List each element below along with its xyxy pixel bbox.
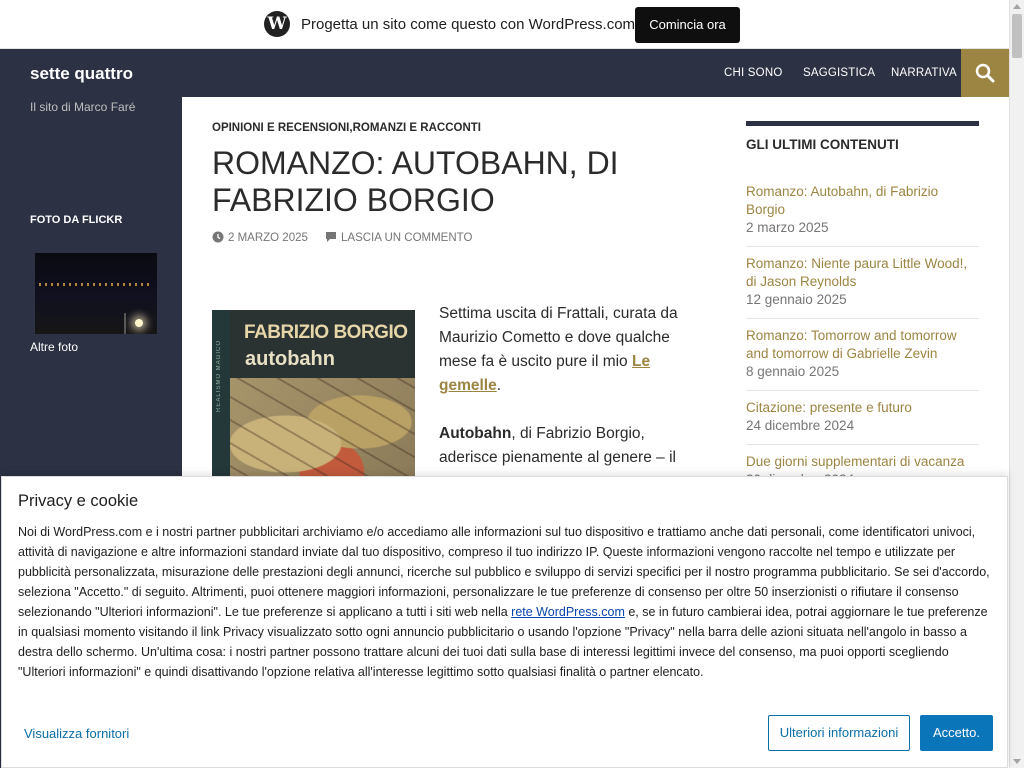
scrollbar-thumb[interactable] bbox=[1012, 14, 1022, 58]
widget-divider bbox=[746, 121, 979, 126]
flickr-widget-title: FOTO DA FLICKR bbox=[30, 214, 123, 226]
view-vendors-link[interactable]: Visualizza fornitori bbox=[24, 726, 130, 741]
recent-post-item bbox=[746, 255, 979, 319]
more-photos-link[interactable]: Altre foto bbox=[30, 340, 79, 354]
site-title[interactable]: sette quattro bbox=[30, 64, 133, 83]
paragraph-2-text: , di Fabrizio Borgio, aderisce pienamente al genere – il bbox=[439, 425, 676, 466]
recent-post-item bbox=[746, 183, 979, 247]
le-gemelle-link[interactable]: Le gemelle bbox=[439, 353, 651, 394]
site-tagline: Il sito di Marco Faré bbox=[30, 100, 136, 114]
clock-icon bbox=[212, 231, 224, 243]
comment-icon bbox=[325, 231, 337, 243]
flickr-photo[interactable] bbox=[35, 253, 157, 334]
accept-button[interactable]: Accetto. bbox=[920, 715, 993, 751]
nav-item-chi-sono[interactable]: CHI SONO bbox=[724, 67, 783, 79]
book-cover-map bbox=[230, 378, 415, 480]
recent-post-link[interactable]: Due giorni supplementari di vacanza bbox=[746, 454, 965, 469]
cookie-body-text: Noi di WordPress.com e i nostri partner pubblicitari archiviamo e/o accediamo alle informazioni sul tuo dispositivo e trattiamo anche dati personali, come identificatori univoci, attività di navigazione e altre informazioni standard inviate dal tuo dispositivo, compreso il tuo indirizzo IP. Queste informazioni vengono raccolte nel tempo e utilizzate per pubblicità personalizzata, misurazione delle prestazioni degli annunci, ricerche sul pubblico e sviluppo di servizi specifici per il nostro programma pubblicitario. Se sei d'accordo, seleziona "Accetto." di seguito. Altrimenti, puoi ottenere maggiori informazioni, personalizzare le tue preferenze di consenso per oltre 50 inserzionisti o rifiutare il consenso selezionando "Ulteriori informazioni". Le tue preferenze si applicano a tutti i siti web nella bbox=[18, 525, 990, 619]
recent-post-link[interactable]: Romanzo: Tomorrow and tomorrow and tomorrow di Gabrielle Zevin bbox=[746, 328, 957, 361]
promo-text: Progetta un sito come questo con WordPress.com bbox=[301, 16, 636, 33]
wordpress-network-link[interactable]: rete WordPress.com bbox=[511, 605, 625, 619]
recent-post-date: 24 dicembre 2024 bbox=[746, 418, 855, 433]
leave-comment-link[interactable] bbox=[325, 231, 472, 244]
recent-post-date: 8 gennaio 2025 bbox=[746, 364, 840, 379]
book-spine-text: REALISMO MAGICO bbox=[216, 340, 222, 413]
post-categories[interactable]: OPINIONI E RECENSIONI,ROMANZI E RACCONTI bbox=[212, 122, 481, 134]
page-scrollbar[interactable] bbox=[1009, 0, 1024, 768]
post-paragraph-2 bbox=[439, 422, 689, 470]
post-date[interactable] bbox=[212, 231, 308, 244]
photo-street-lamp bbox=[135, 319, 143, 327]
book-title-bold: Autobahn bbox=[439, 425, 512, 442]
book-cover-author: FABRIZIO BORGIO bbox=[244, 322, 408, 343]
wordpress-promo-bar bbox=[0, 0, 1009, 49]
cookie-body-text-end: e, se in futuro cambierai idea, potrai aggiornare le tue preferenze in qualsiasi momento visitando il link Privacy visualizzato sotto ogni annuncio pubblicitario o usando l'opzione "Privacy" nella barra delle azioni situata nell'angolo in basso a destra dello schermo. Un'ultima cosa: i nostri partner possono trattare alcuni dei tuoi dati sulla base di interessi legittimi invece del consenso, ma puoi opporti scegliendo "Ulteriori informazioni" e quindi disattivando l'opzione relativa all'interesse legittimo sotto qualsiasi finalità o partner elencato. bbox=[18, 605, 988, 679]
search-icon bbox=[975, 63, 995, 83]
recent-post-link[interactable]: Romanzo: Autobahn, di Fabrizio Borgio bbox=[746, 184, 939, 217]
photo-city-lights bbox=[39, 283, 151, 286]
post-date-text: 2 MARZO 2025 bbox=[228, 232, 308, 244]
book-cover-image bbox=[212, 310, 415, 480]
recent-post-date: 2 marzo 2025 bbox=[746, 220, 829, 235]
paragraph-1-text: Settima uscita di Frattali, curata da Maurizio Cometto e dove qualche mese fa è uscito pure il mio bbox=[439, 305, 678, 370]
wordpress-logo-icon: W bbox=[264, 11, 290, 37]
paragraph-1-end: . bbox=[496, 377, 502, 394]
recent-post-date: 12 gennaio 2025 bbox=[746, 292, 847, 307]
privacy-cookie-dialog bbox=[1, 476, 1008, 768]
cookie-dialog-body bbox=[18, 522, 993, 682]
start-now-button[interactable]: Comincia ora bbox=[635, 7, 740, 43]
leave-comment-text: LASCIA UN COMMENTO bbox=[341, 232, 473, 244]
site-header bbox=[0, 49, 1009, 97]
book-cover-title: autobahn bbox=[245, 348, 335, 370]
search-button[interactable] bbox=[961, 49, 1009, 97]
recent-post-link[interactable]: Romanzo: Niente paura Little Wood!, di Jason Reynolds bbox=[746, 256, 968, 289]
scroll-up-arrow-icon[interactable] bbox=[1013, 4, 1021, 9]
nav-item-narrativa[interactable]: NARRATIVA bbox=[891, 67, 957, 79]
photo-lamp-pole bbox=[124, 313, 126, 334]
more-info-button[interactable]: Ulteriori informazioni bbox=[768, 715, 910, 751]
recent-post-item bbox=[746, 399, 979, 445]
post-title: ROMANZO: AUTOBAHN, DI FABRIZIO BORGIO bbox=[212, 145, 619, 218]
post-paragraph-1 bbox=[439, 302, 689, 398]
recent-post-item bbox=[746, 327, 979, 391]
recent-post-link[interactable]: Citazione: presente e futuro bbox=[746, 400, 912, 415]
scroll-down-arrow-icon[interactable] bbox=[1013, 759, 1021, 764]
recent-posts-title: GLI ULTIMI CONTENUTI bbox=[746, 137, 899, 152]
cookie-dialog-title: Privacy e cookie bbox=[18, 492, 139, 510]
nav-item-saggistica[interactable]: SAGGISTICA bbox=[803, 67, 876, 79]
